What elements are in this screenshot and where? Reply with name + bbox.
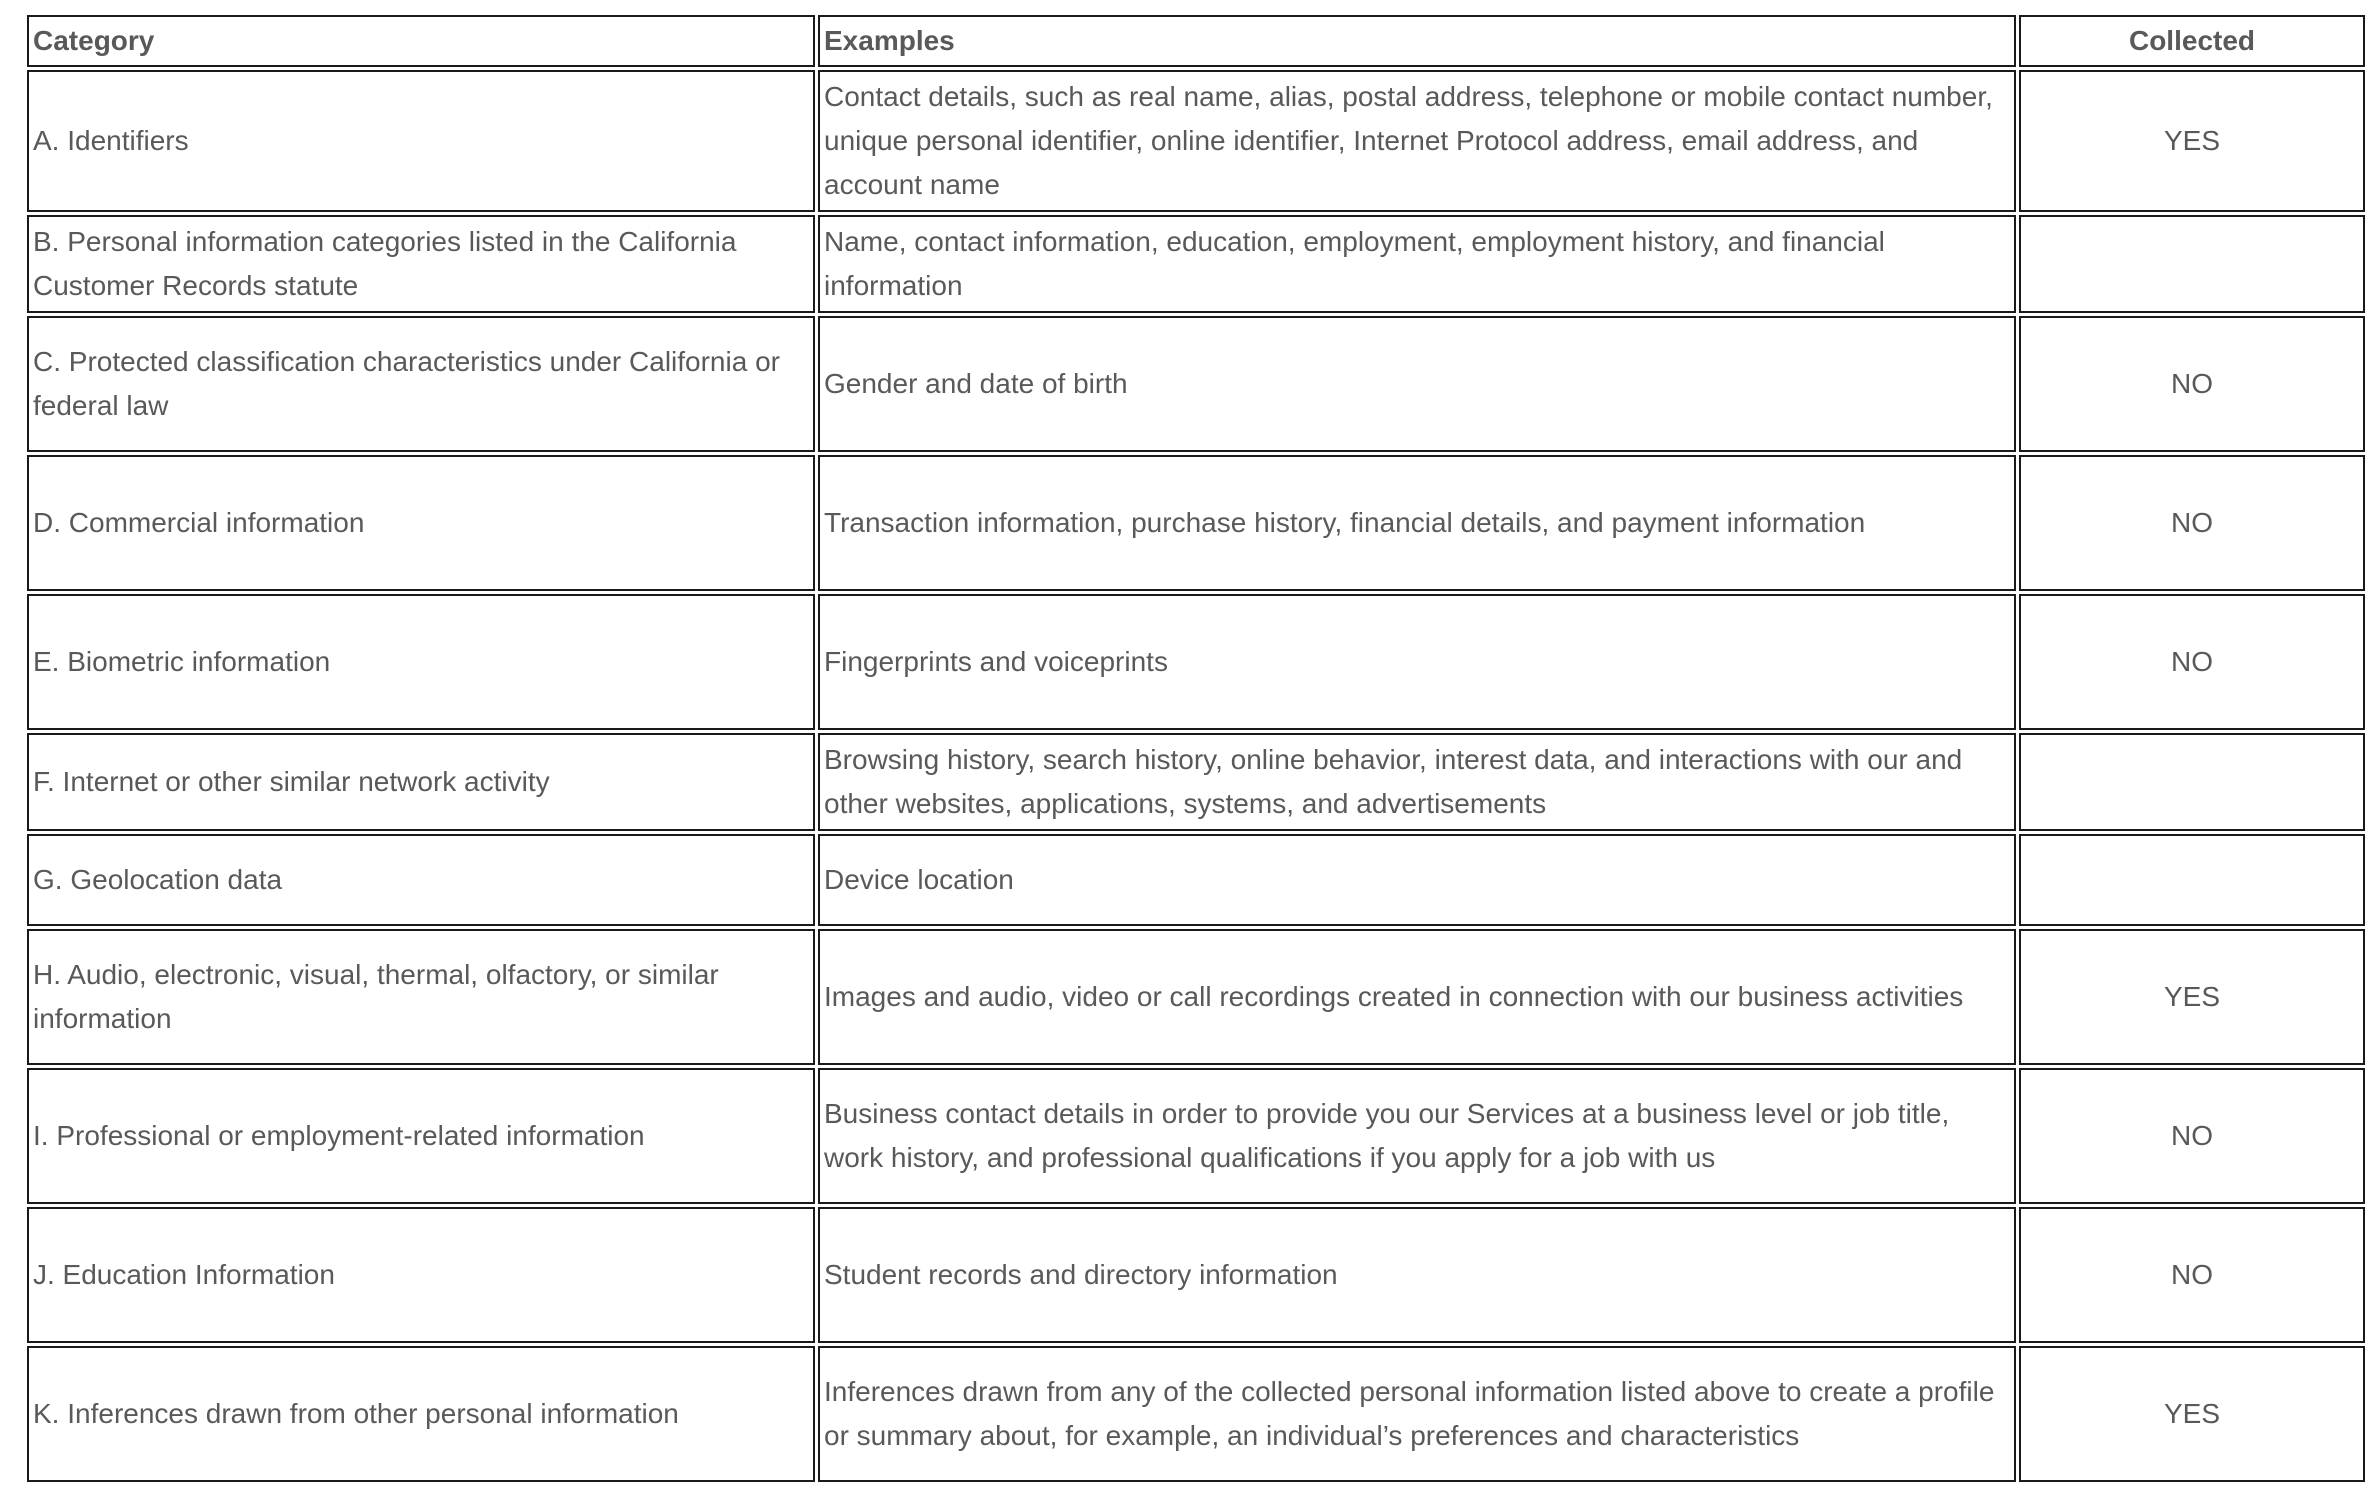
examples-cell: Contact details, such as real name, alias, postal address, telephone or mobile contact number, unique personal identifier, online identifier, Internet Protocol address, email address, and account name	[818, 70, 2016, 212]
collected-cell	[2019, 215, 2365, 313]
category-cell: E. Biometric information	[27, 594, 815, 730]
table-row	[27, 1068, 2365, 1204]
table-row	[27, 594, 2365, 730]
category-cell: B. Personal information categories listed in the California Customer Records statute	[27, 215, 815, 313]
table-row	[27, 929, 2365, 1065]
collected-cell: YES	[2019, 70, 2365, 212]
collected-cell: NO	[2019, 1207, 2365, 1343]
collected-cell	[2019, 834, 2365, 926]
examples-cell: Business contact details in order to provide you our Services at a business level or job title, work history, and professional qualifications if you apply for a job with us	[818, 1068, 2016, 1204]
personal-info-categories-table	[24, 12, 2368, 1485]
table-row	[27, 733, 2365, 831]
category-cell: I. Professional or employment-related information	[27, 1068, 815, 1204]
category-cell: F. Internet or other similar network activity	[27, 733, 815, 831]
category-cell: H. Audio, electronic, visual, thermal, olfactory, or similar information	[27, 929, 815, 1065]
collected-cell: NO	[2019, 316, 2365, 452]
category-cell: A. Identifiers	[27, 70, 815, 212]
header-examples: Examples	[818, 15, 2016, 67]
examples-cell: Images and audio, video or call recordings created in connection with our business activities	[818, 929, 2016, 1065]
header-collected: Collected	[2019, 15, 2365, 67]
category-cell: J. Education Information	[27, 1207, 815, 1343]
table-header-row	[27, 15, 2365, 67]
collected-cell: NO	[2019, 1068, 2365, 1204]
examples-cell: Inferences drawn from any of the collected personal information listed above to create a profile or summary about, for example, an individual’s preferences and characteristics	[818, 1346, 2016, 1482]
collected-cell: YES	[2019, 929, 2365, 1065]
category-cell: K. Inferences drawn from other personal information	[27, 1346, 815, 1482]
examples-cell: Student records and directory information	[818, 1207, 2016, 1343]
table-row	[27, 316, 2365, 452]
table-row	[27, 215, 2365, 313]
category-cell: D. Commercial information	[27, 455, 815, 591]
category-cell: G. Geolocation data	[27, 834, 815, 926]
table-row	[27, 1207, 2365, 1343]
collected-cell	[2019, 733, 2365, 831]
collected-cell: NO	[2019, 455, 2365, 591]
examples-cell: Gender and date of birth	[818, 316, 2016, 452]
examples-cell: Device location	[818, 834, 2016, 926]
examples-cell: Transaction information, purchase history, financial details, and payment information	[818, 455, 2016, 591]
collected-cell: YES	[2019, 1346, 2365, 1482]
table-row	[27, 70, 2365, 212]
examples-cell: Name, contact information, education, employment, employment history, and financial information	[818, 215, 2016, 313]
examples-cell: Browsing history, search history, online behavior, interest data, and interactions with our and other websites, applications, systems, and advertisements	[818, 733, 2016, 831]
collected-cell: NO	[2019, 594, 2365, 730]
table-row	[27, 834, 2365, 926]
category-cell: C. Protected classification characteristics under California or federal law	[27, 316, 815, 452]
table-row	[27, 455, 2365, 591]
examples-cell: Fingerprints and voiceprints	[818, 594, 2016, 730]
table-row	[27, 1346, 2365, 1482]
header-category: Category	[27, 15, 815, 67]
